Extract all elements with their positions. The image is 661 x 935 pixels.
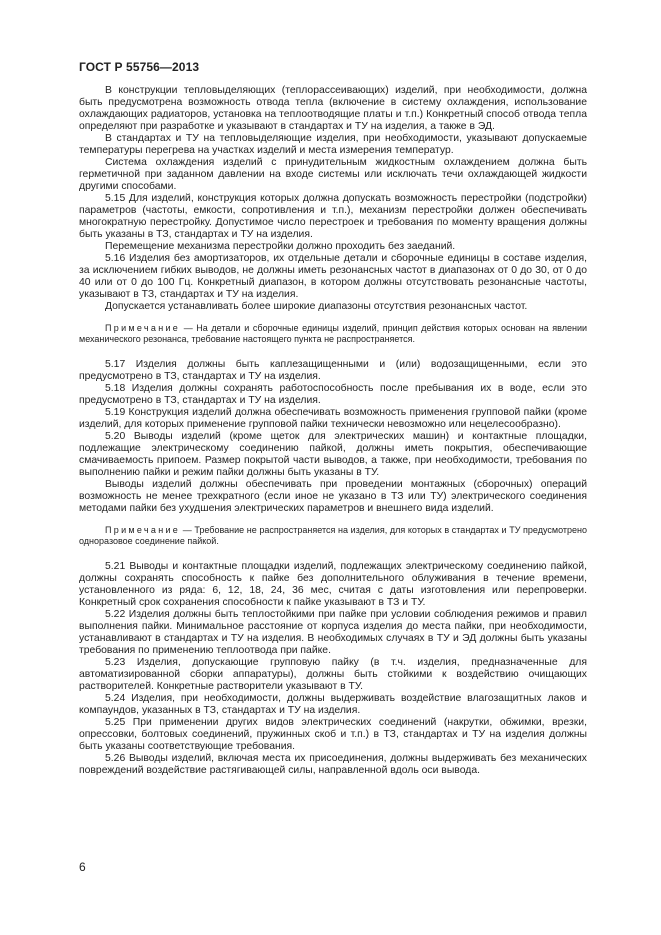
paragraph-5-24: 5.24 Изделия, при необходимости, должны выдерживать воздействие влагозащитных лаков и компаундов, указанных в ТЗ, стандартах и ТУ на изделия. — [79, 693, 587, 716]
note-text: — Требование не распространяется на изделия, для которых в стандартах и ТУ предусмотрено одноразовое соединение пайкой. — [79, 525, 587, 546]
paragraph-5-21: 5.21 Выводы и контактные площадки изделий, подлежащих электрическому соединению пайкой, должны сохранять способность к пайке без дополнительного облуживания в течение времени, установленного из ряда: 6, 12, 18, 24, 36 мес, считая с даты изготовления или перепроверки. Конкретный срок сохранения способности к пайке указывают в ТЗ и ТУ. — [79, 561, 587, 608]
paragraph-5-16: 5.16 Изделия без амортизаторов, их отдельные детали и сборочные единицы в составе изделия, за исключением гибких выводов, не должны иметь резонансных частот в диапазонах от 0 до 30, от 0 до 40 или от 0 до 100 Гц. Конкретный диапазон, в котором должны отсутствовать резонансные частоты, указывают в ТЗ, стандартах и ТУ на изделия. — [79, 253, 587, 300]
document-body — [79, 85, 587, 777]
paragraph: В стандартах и ТУ на тепловыделяющие изделия, при необходимости, указывают допускаемые температуры перегрева на участках изделий и места измерения температур. — [79, 133, 587, 156]
note-1 — [79, 323, 587, 345]
paragraph: В конструкции тепловыделяющих (теплорассеивающих) изделий, при необходимости, должна быть предусмотрена возможность отвода тепла (включение в систему охлаждения, использование охлаждающих радиаторов, установка на теплоотводящие платы и т.п.) Конкретный способ отвода тепла определяют при разработке и указывают в стандартах и ТУ на изделия, а также в ЭД. — [79, 85, 587, 132]
document-header: ГОСТ Р 55756—2013 — [79, 60, 200, 74]
paragraph-5-26: 5.26 Выводы изделий, включая места их присоединения, должны выдерживать без механических повреждений воздействие растягивающей силы, направленной вдоль оси вывода. — [79, 753, 587, 776]
paragraph: Перемещение механизма перестройки должно проходить без заеданий. — [105, 241, 456, 252]
note-label: Примечание — [105, 323, 181, 333]
paragraph: Допускается устанавливать более широкие диапазоны отсутствия резонансных частот. — [105, 301, 528, 312]
paragraph: Система охлаждения изделий с принудительным жидкостным охлаждением должна быть герметичной при заданном давлении на входе системы или исключать течи охлаждающей жидкости другими способами. — [79, 157, 587, 192]
paragraph-5-20: 5.20 Выводы изделий (кроме щеток для электрических машин) и контактные площадки, подлежащие электрическому соединению пайкой, должны иметь покрытия, обеспечивающие смачиваемость припоем. Размер покрытой части выводов, а также, при необходимости, требования по выполнению пайки и режим пайки должны быть указаны в ТУ. — [79, 431, 587, 478]
note-label: Примечание — [105, 525, 181, 535]
note-2 — [79, 525, 587, 547]
paragraph-5-25: 5.25 При применении других видов электрических соединений (накрутки, обжимки, врезки, опрессовки, болтовых соединений, пружинных скоб и т.п.) в ТЗ, стандартах и ТУ на изделия должны быть указаны соответствующие требования. — [79, 717, 587, 752]
paragraph-5-19: 5.19 Конструкция изделий должна обеспечивать возможность применения групповой пайки (кроме изделий, для которых применение групповой пайки технически невозможно или нецелесообразно). — [79, 407, 587, 430]
paragraph: Выводы изделий должны обеспечивать при проведении монтажных (сборочных) операций возможность не менее трехкратного (если иное не указано в ТЗ или ТУ) электрического соединения методами пайки без ухудшения электрических параметров и внешнего вида изделий. — [79, 479, 587, 514]
paragraph-5-23: 5.23 Изделия, допускающие групповую пайку (в т.ч. изделия, предназначенные для автоматизированной сборки аппаратуры), должны быть стойкими к воздействию очищающих растворителей. Конкретные растворители указывают в ТУ. — [79, 657, 587, 692]
paragraph-5-17: 5.17 Изделия должны быть каплезащищенными и (или) водозащищенными, если это предусмотрено в ТЗ, стандартах и ТУ на изделия. — [79, 359, 587, 382]
note-text: — На детали и сборочные единицы изделий, принцип действия которых основан на явлении механического резонанса, требование настоящего пункта не распространяется. — [79, 323, 587, 344]
paragraph-5-22: 5.22 Изделия должны быть теплостойкими при пайке при условии соблюдения режимов и правил выполнения пайки. Минимальное расстояние от корпуса изделия до места пайки, при необходимости, устанавливают в стандартах и ТУ на изделия. В необходимых случаях в ТУ и ЭД должны быть указаны требования по применению теплоотвода при пайке. — [79, 609, 587, 656]
paragraph-5-15: 5.15 Для изделий, конструкция которых должна допускать возможность перестройки (подстройки) параметров (частоты, емкости, сопротивления и т.п.), механизм перестройки должен обеспечивать многократную перестройку. Допустимое число перестроек и требования по моменту вращения должны быть указаны в ТЗ, стандартах и ТУ на изделия. — [79, 193, 587, 240]
page-number: 6 — [79, 860, 86, 874]
paragraph-5-18: 5.18 Изделия должны сохранять работоспособность после пребывания их в воде, если это предусмотрено в ТЗ, стандартах и ТУ на изделия. — [79, 383, 587, 406]
